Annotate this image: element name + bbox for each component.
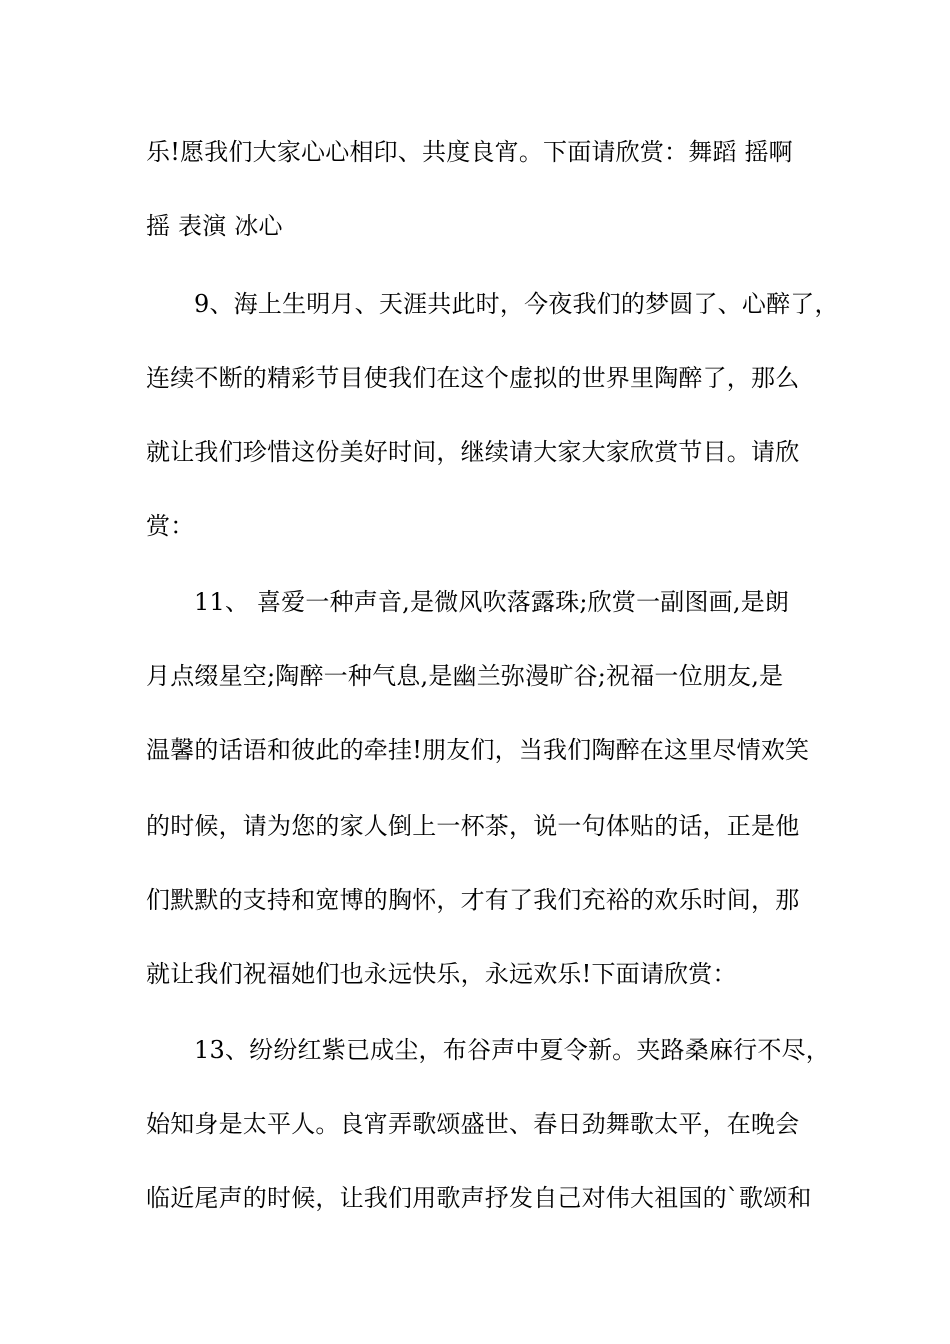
text-line: 摇 表演 冰心 xyxy=(146,212,283,240)
text-line: 连续不断的精彩节目使我们在这个虚拟的世界里陶醉了，那么 xyxy=(146,364,800,392)
text-line: 临近尾声的时候，让我们用歌声抒发自己对伟大祖国的`歌颂和 xyxy=(146,1184,812,1212)
text-line: 们默默的支持和宽博的胸怀，才有了我们充裕的欢乐时间，那 xyxy=(146,886,800,914)
text-line: 就让我们祝福她们也永远快乐，永远欢乐!下面请欣赏： xyxy=(146,960,737,988)
text-line: 赏： xyxy=(146,512,195,540)
text-line: 的时候，请为您的家人倒上一杯茶，说一句体贴的话，正是他 xyxy=(146,812,800,840)
text-line: 月点缀星空;陶醉一种气息,是幽兰弥漫旷谷;祝福一位朋友,是 xyxy=(146,662,784,690)
paragraph-13-start: 13、纷纷红紫已成尘，布谷声中夏令新。夹路桑麻行不尽， xyxy=(194,1036,830,1064)
paragraph-11-start: 11、 喜爱一种声音,是微风吹落露珠;欣赏一副图画,是朗 xyxy=(194,588,790,616)
text-line: 就让我们珍惜这份美好时间，继续请大家大家欣赏节目。请欣 xyxy=(146,438,800,466)
paragraph-9-start: 9、海上生明月、天涯共此时，今夜我们的梦圆了、心醉了， xyxy=(194,290,839,318)
text-line: 乐!愿我们大家心心相印、共度良宵。下面请欣赏：舞蹈 摇啊 xyxy=(146,138,793,166)
text-line: 始知身是太平人。良宵弄歌颂盛世、春日劲舞歌太平，在晚会 xyxy=(146,1110,800,1138)
text-line: 温馨的话语和彼此的牵挂!朋友们，当我们陶醉在这里尽情欢笑 xyxy=(146,736,810,764)
